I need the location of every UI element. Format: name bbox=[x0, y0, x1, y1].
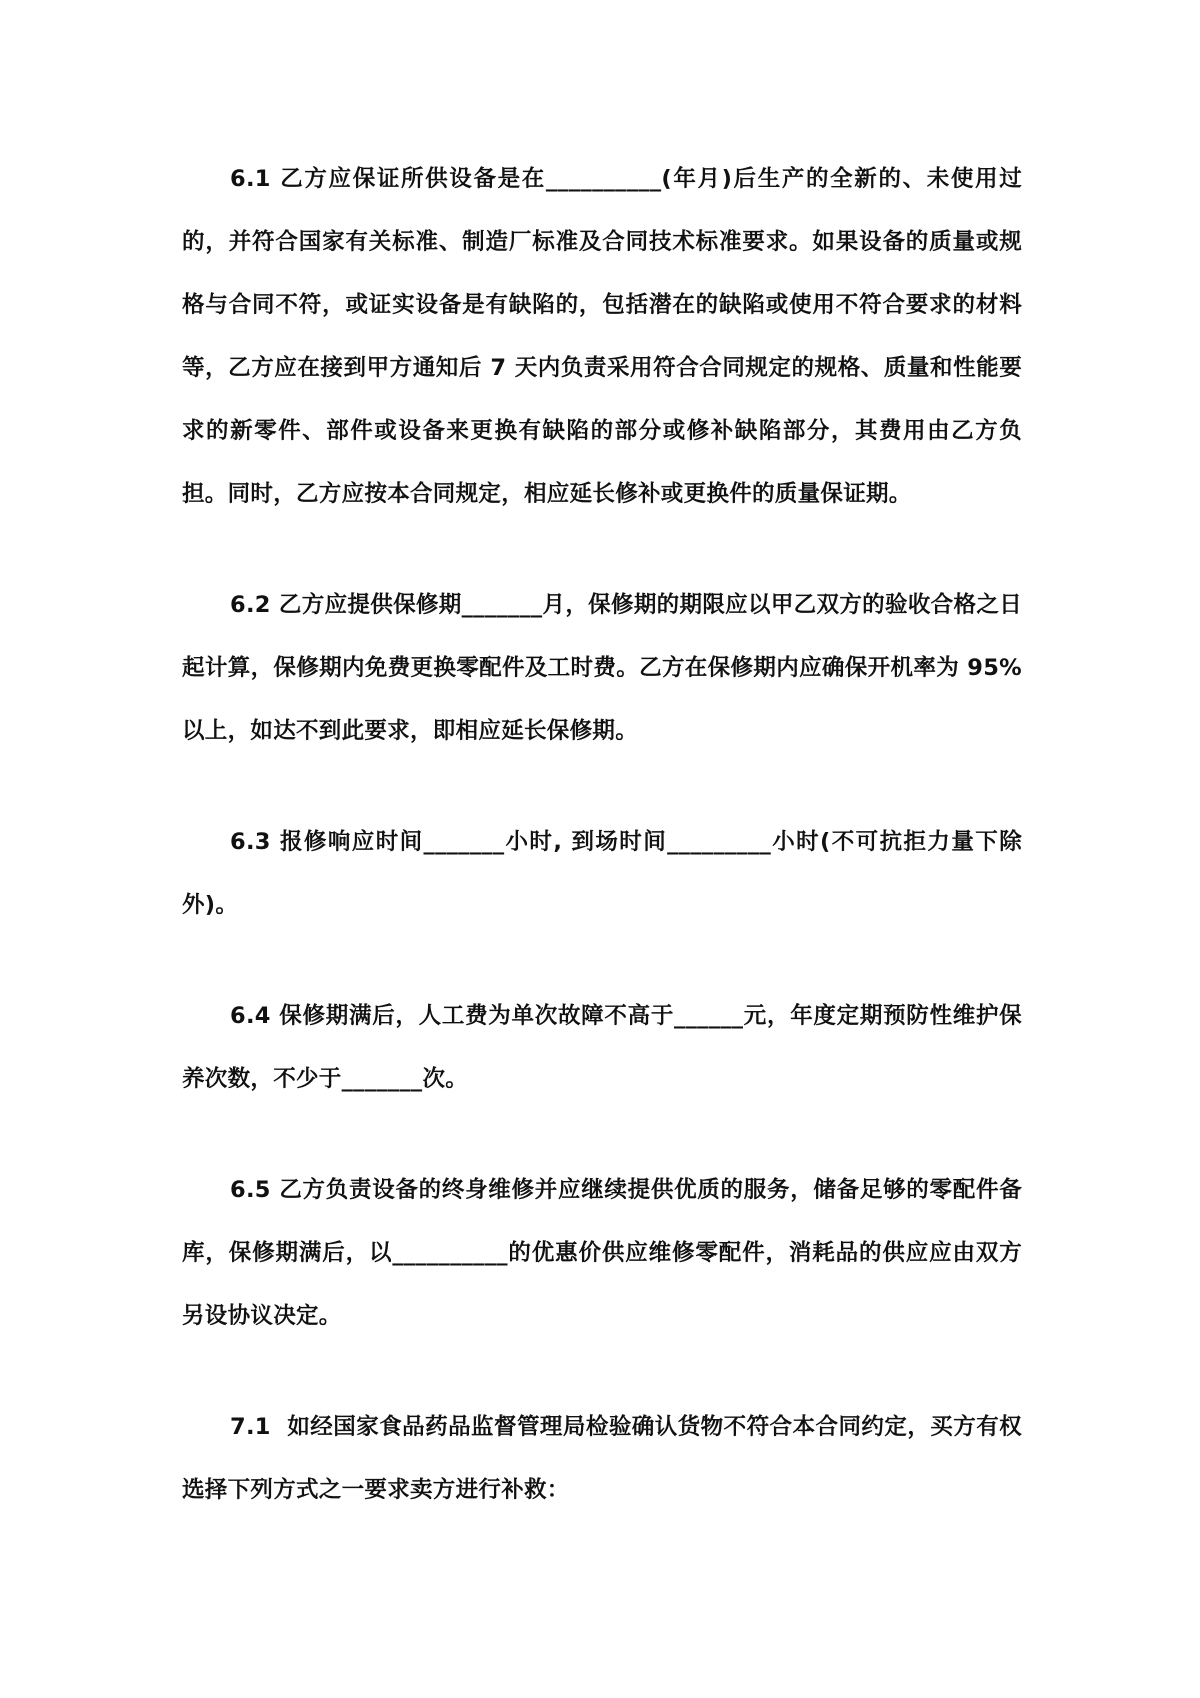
clause-6-5-text: 6.5 乙方负责设备的终身维修并应继续提供优质的服务，储备足够的零配件备库，保修期满后，以__________的优惠价供应维修零配件，消耗品的供应应由双方另设协议决定。 bbox=[182, 1177, 1022, 1329]
contract-body bbox=[182, 148, 1022, 1570]
clause-6-4 bbox=[182, 985, 1022, 1111]
clause-6-1-text: 6.1 乙方应保证所供设备是在__________(年月)后生产的全新的、未使用过的，并符合国家有关标准、制造厂标准及合同技术标准要求。如果设备的质量或规格与合同不符，或证实设备是有缺陷的，包括潜在的缺陷或使用不符合要求的材料等，乙方应在接到甲方通知后 7 天内负责采用符合合同规定的规格、质量和性能要求的新零件、部件或设备来更换有缺陷的部分或修补缺陷部分，其费用由乙方负担。同时，乙方应按本合同规定，相应延长修补或更换件的质量保证期。 bbox=[182, 166, 1022, 507]
clause-6-2-text: 6.2 乙方应提供保修期_______月，保修期的期限应以甲乙双方的验收合格之日起计算，保修期内免费更换零配件及工时费。乙方在保修期内应确保开机率为 95%以上，如达不到此要求，即相应延长保修期。 bbox=[182, 592, 1022, 744]
clause-6-2 bbox=[182, 574, 1022, 763]
clause-7-1 bbox=[182, 1396, 1022, 1522]
clause-6-5 bbox=[182, 1159, 1022, 1348]
clause-6-4-text: 6.4 保修期满后，人工费为单次故障不高于______元，年度定期预防性维护保养次数，不少于_______次。 bbox=[182, 1003, 1022, 1092]
clause-6-1 bbox=[182, 148, 1022, 526]
clause-6-3-text: 6.3 报修响应时间_______小时, 到场时间_________小时(不可抗拒力量下除外)。 bbox=[182, 829, 1022, 918]
clause-6-3 bbox=[182, 811, 1022, 937]
clause-7-1-text: 7.1 如经国家食品药品监督管理局检验确认货物不符合本合同约定，买方有权选择下列方式之一要求卖方进行补救： bbox=[182, 1414, 1022, 1503]
